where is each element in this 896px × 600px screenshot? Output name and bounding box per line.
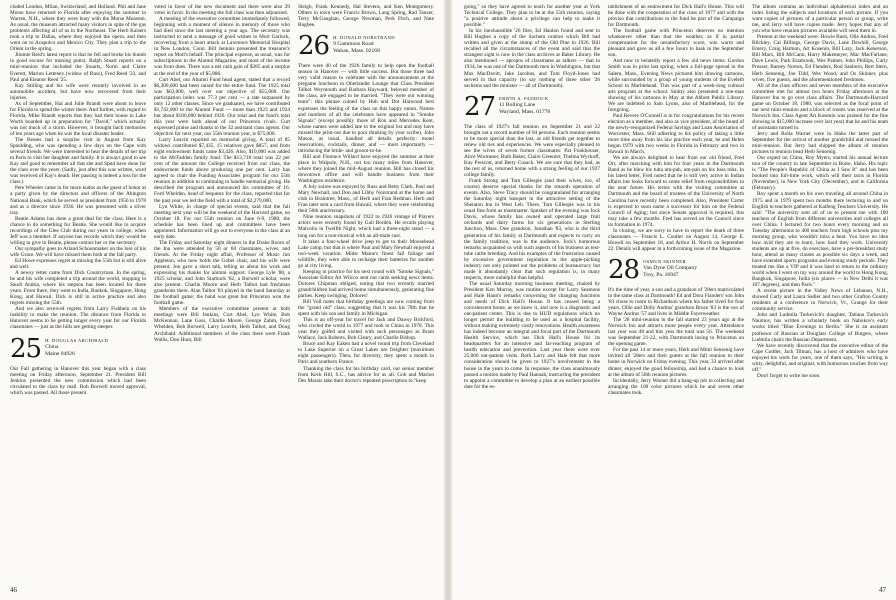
paragraph: Bill Voll notes that birthday greetings are now coming from the "grand old" class, suggesting that it was his 78th that he spent with his son and family in Michigan. bbox=[298, 299, 434, 318]
class-heading-28 bbox=[608, 254, 744, 285]
paragraph: Jimmie Reid's latest report is that he fell and broke his thumb in good excuse for missing putts). Ralph Stuart reports on a mini-reunion that included the Stuarts, Norm and Claire Everett, Marion Letteney (widow of Russ), Fred Reed '23, and Paul and Eleanor Reed '25. bbox=[10, 52, 146, 83]
column-1 bbox=[464, 4, 600, 584]
paragraph: The usual Saturday morning business meeting, chaired by President Ken Murray, was routine except for Larry Seamons and Hale Hann's remarks concerning the changing functions and needs of Dick Hall's House. It has ceased being a convalescent home, as we knew it, and now is a diagnostic and out-patient center. This is due to HUD regulations which no longer permit the building to be used as a hospital facility, without making extremely costly renovations. Health awareness has indeed become an integral and focal part of the Dartmouth Health Service, which has Dick Hall's House for its headquarters for an intensive and far-reaching program of health education and prevention. Last year there were over 25,000 out-patient visits. Both Larry and Hale felt that more consideration should be given to 1927's involvement in the house in the years to come. In response, the class unanimously passed a motion made by Paul Hannah, instructing the president to appoint a committee to develop a plan at an earliest possible date for the es- bbox=[464, 280, 600, 390]
secretary-name: OSMUN SKINNER bbox=[643, 258, 686, 264]
paragraph: Present at the weekend were: Howie Bush, Olle Andrus, Fred Blickley, Cal Billings, George Davis, Lane Dewhill, George Emery, Craig Harmon, Art Kosenin, Bill Lazy, Jack Kenerson, Bill Marx, Bill McCann, Harry Makemeyer, Mac MacFarlane, Dave Lewis, Park Estabrook, Wes Palmer, John Phillips, Curly Prosser, Barney Norton, Ed Flanders, Rod Sanborn, Bert Stern, Herb Sensenig, Joe Tidd, Wes Wood, and Os Skinner, plus wives, five guests, and the aforementioned freshmen. bbox=[752, 34, 888, 83]
class-heading-27 bbox=[464, 91, 600, 122]
paragraph: Incidentally, Jerry Warner did a bang-up job in collecting and arranging the 100 color pictures which he and seven other classmates took. bbox=[608, 377, 744, 396]
paragraph: It takes a four-wheel drive jeep to get to their Moosehead Lake camp, but that is where Paul and Mary Newhall enjoyed a two-week vacation. Midst Maine's finest fall foliage and wildlife, they were able to recharge their batteries for another go at city living. bbox=[298, 238, 434, 269]
paragraph: Thanking the class for his birthday card, our senior member from Keck Hill, S.C., has advice for us all. Gob and Marion Des Marais take their doctor's repeated prescription to "keep bbox=[298, 365, 434, 384]
paragraph: Members of the executive committee present at both meetings were Bill Jenkins, Curt Abel, Lyn White, Bob McKennan, Lane Goss, Charlie Moore, George Zahm, Ford Whelden, Bob Borwell, Larry Leavitt, Herb Talbot, and Doug Archibald. Additional members of the class there were Frank Wallis, Don Hunt, Bill bbox=[154, 306, 290, 343]
paragraph: The class of 1927's fall reunion on September 21 and 22 brought out a record number of 84 persons. Each reunion seems to be more special than the last, as old friends get together to renew old ties and experiences. We were especially pleased to see the wives of seven former classmates: Pat Funkhouser, Alice Wormeser, Ruth Baker, Claire Greenier, Thelma Wyckoff, Kay Prescott, and Betty Cusack. We are sure that they had, as the rest of us, returned home with a strong feeling of our 1927 college family. bbox=[464, 123, 600, 179]
paragraph: Beatie Adams has done a great deal for the class. Here is a chance to do something for Beatie. She would like to acquire recordings of the Glee Club during our years in college, when Jeff was a member. If anyone has records which they would be willing to give to Beatie, please contact her or the secretary. bbox=[10, 215, 146, 246]
page-number: 47 bbox=[879, 586, 886, 594]
address-line: Wayland, Mass. 01778 bbox=[499, 108, 551, 115]
paragraph: tablishment of an endowment for Dick Hall's House. This will be done with the cooperation of the class of 1977 and with the proviso that contributions to the fund be part of the Campaign for Dartmouth. bbox=[608, 4, 744, 29]
address-line: Troy, Pa. 16947 bbox=[643, 271, 679, 278]
paragraph: The album contains an individual alphabetical index and an index listing the subjects and locations of each picture. If you want copies of pictures of a particular person or group, write me, and Jerry will have copies made. Jerry hopes that any of you who have reunion pictures available will send them in. bbox=[752, 4, 888, 35]
address-line: 9 Gammons Road bbox=[333, 41, 374, 48]
paragraph: In his inexhaustible '26 files, Ed Hanlon found and sent to Bill Hughes a copy of the Sachem oration which Bill had written and given at the stump of the Old Pine in 1926. Bill recalled all the circumstances of the event and said that the strangest sight is now in the class archives at Baker Library. He also mentioned — apropos of classmates as talkers — that in 1934, he was one of the Dartmouth men in Washington, but that Max MacDavitt, Jake Jacobus, and Tom Floyd-Jones had served in that capacity (to say nothing of three other '26 sachems and the minister — all of Dartmouth). bbox=[464, 28, 600, 89]
paragraph: The football game with Princeton deserves no mention whatsoever other than that the weather, as if in partial compensation for the unsatisfactory score, was warm and pleasant and gave us all a few hours to bask in the September sun. bbox=[608, 28, 744, 59]
paragraph: cluded London, Milan, Switzerland, and Holland. Phil and Jane Morse have returned to Florida after enjoying the summer in Warren, N.H., where they were busy with the Morse Museum. As usual, the museum attracted many visitors in spite of the gas problems affecting all of us in the Northeast. The Herb Kaisers took a trip to Dallas, where they enjoyed the opera, and then went on to Acapulco and Mexico City. They plan a trip to the Orient in the spring. bbox=[10, 4, 146, 53]
column-2 bbox=[154, 4, 290, 584]
paragraph: Nine reunion snapshots of 1922 to 1926 vintage of Players actors were recently found by Gail Borden. He recalls playing Malvolio in Twelfth Night, which had a three-night stand — a long run for a non-musical with an all-male cast. bbox=[298, 214, 434, 239]
page-number: 46 bbox=[10, 586, 17, 594]
paragraph: Don't forget to write me soon. bbox=[757, 372, 821, 379]
paragraph: And we also received regrets from Larry Fishbein on his inability to make the reunion. The distance from Florida to Hanover seems to be getting longer every year for our Florida classmates — just as the hills are getting steeper. bbox=[10, 306, 146, 331]
secretary-name: ERWIN A. PADDOCK bbox=[499, 95, 549, 101]
paragraph: The Friday and Saturday night dinners in the Drake Room of the Inn were attended by 50 or 60 classmates, wives, and friends. At the Friday night affair, Professor of Music Jon Appleton, who now holds the Gobel chair, and his wife were present. Jon gave a short talk, telling us about his work and expressing his thanks for alumni support. George Lyle '80, a 1925 scholar, and John Starbuck '82, a Borwell scholar, were also present. Charlie Moore and Herb Talbot had freshman grandsons there. Alan Talbot '83 played in the band Saturday at the football game; the band was great but Princeton won the football game. bbox=[154, 239, 290, 307]
class-heading-26 bbox=[298, 31, 434, 62]
class-number: 25 bbox=[10, 333, 42, 364]
class-secretary-address bbox=[643, 258, 697, 279]
paragraph: Sleigh, Frank Kennedy, Hal Stevens, and Ken Montgomery. Others in town were Francis Brown, Lang Spring, Rad Tanzer, Terry McGaughan, George Newman, Perk Fitch, and Nate Bugbee. bbox=[298, 4, 434, 29]
paragraph: A recent picture in the Valley News of Lebanon, N.H., showed Curly and Laura Sadler and two other Grafton County residents at a conference in Norwich, Vt., Grange for their community service. bbox=[752, 288, 888, 313]
column-3 bbox=[752, 4, 888, 584]
column-2 bbox=[608, 4, 744, 584]
paragraph: Paul Revere O'Connell is in for congratulations for his recent election as a member, and also as vice president, of the board of the newly-reorganized Federal Savings and Loan Association of Worcester, Mass. Still adhering to his policy of taking a little more time away from his law practice each year, he and Helen began 1979 with two weeks in Florida in February and two in Hawaii in March. bbox=[608, 112, 744, 156]
paragraph: It's the time of year, a son and a grandson of '28ers matriculated in the same class at Dartmouth! Ed and Dora Flanders' son John '83 chose to room in Richardson where his father lived for four years. Ollie and Dolly Andrus' grandson Bruce '83 is the son of Wayne Andrus '57 and lives in Middle Fayerweather. bbox=[608, 286, 744, 318]
class-number: 28 bbox=[608, 254, 640, 285]
address-line: Maine 04926 bbox=[45, 350, 75, 357]
paragraph: going," so they have agreed to teach for another year at York Technical College. They plan to be at the 55th reunion, saying "a positive attitude about a privilege can help to make it possible." bbox=[464, 4, 600, 29]
paragraph: The Besses had a surprise visit in August from Kay Spaulding, who was spending a few days on the Cape with several friends. We were interested to hear the details of her trip to Paris to visit her daughter and family. It is always good to see Kay and good to remember all that she and Spud have done for the class over the years. (Sadly, just after this was written, word was received of Kay's death. Her passing is indeed a loss for the class.) bbox=[10, 137, 146, 186]
paragraph: Our expert on China, Roy Myers, started his annual lecture tour of the country in late September in Boise, Idaho. His topic is "The People's Republic of China as I Saw It" and has been booked into full-time work, which will their taxis in Florida (November), in New York City (December), and in California (February). bbox=[752, 155, 888, 192]
class-number: 26 bbox=[298, 31, 330, 62]
paragraph: Frank Strong and Tom Gillespie (and their wives, too, of course) deserve special thanks for the smooth operation of events. Also, Steve Tracy should be congratulated for arranging the Saturday night banquet in the attractive setting of the Sheraton Inn in West Leb. There, Tom Gillespie was in his usual fine form as toastmaster. Speaker of the evening was Jock Davis, whose family has owned and operated large fruit orchards and dairy farms for six generations in Sterling Junction, Mass. One grandson, Jonathan '83, who is the third generation of his family at Dartmouth and expects to carry on the family tradition, was in the audience. Jock's humorous remarks acquainted us with such aspects of his business as test-tube cattle breeding. And his examples of the frustration caused by excessive government regulation in the apple-picking industry not only pointed out the problems of bureaucracy but made it abundantly clear that such regulation is, in many respects, more unhelpful than helpful. bbox=[464, 178, 600, 281]
paragraph: John and Ludmila Turkevich's daughter, Tatiana Turkevich Naumov, has written a scholarly book on Nabokov's early works titled "Blue Evenings in Berlin." She is an assistant professor of Russian at Douglass College of Rutgers, where Ludmila chairs the Russian Department. bbox=[752, 312, 888, 343]
paragraph: The '28 mini-reunion in the fall started 23 years ago at the Norwich Inn and attracts more people every year. Attendance last year was 48 and this year the total was 56. The weekend was September 21-22, with Dartmouth losing to Princeton on the opening game. bbox=[608, 317, 744, 348]
paragraph: Our sympathy goes to Arland Schoonmaker on the loss of his wife Grace. We will have missed them both at the fall party. bbox=[10, 245, 146, 258]
column-1 bbox=[10, 4, 146, 584]
address-line: Waban, Mass. 02168 bbox=[333, 48, 380, 55]
paragraph: Lyn White, in charge of special events, said that the fall meeting next year will be the weekend of the Harvard game, on October 18. For our 55th reunion on June 6-9, 1980, the schedule has been lined up and committees have been appointed. Information will go out to everyone in the class at an early date. bbox=[154, 203, 290, 240]
paragraph: Ed Howe expresses regret at missing the 55th but is still alive and well. bbox=[10, 257, 146, 271]
column-3 bbox=[298, 4, 434, 584]
class-secretary-address bbox=[499, 95, 550, 116]
right-page bbox=[448, 0, 896, 600]
class-number: 27 bbox=[464, 91, 496, 122]
paragraph: A July soiree was enjoyed by Russ and Betty Clark, Paul and Mary Newhall, and Don and Libby Norstrand at the home and club in Braintree, Mass., of Herb and Fran Redman. Herb and Fran later sent a card from Hawaii, where they were celebrating their 50th anniversary. bbox=[298, 184, 434, 215]
paragraph: Our Fall gathering in Hanover this year began with a class meeting on Friday afternoon, September 21. President Bill Jenkins presented the new commission which had been circulated to the class by mail. Bob Borwell moved approval, which was passed. All those present bbox=[10, 365, 146, 396]
paragraph: In closing, we are sorry to have to report the death of three classmates — Francis L. Coulter on August 14, George E. Howell on September 18, and Arthur H. Norris on September 22. Details will appear in a forthcoming issue of the Magazine. bbox=[608, 227, 744, 252]
paragraph: Bill and Florence Willard have enjoyed the summer at their place in Walpole, N.H., not too many miles from Hanover, where they joined the mid-August reunion. Bill has closed his downtown office and will handle business from their Washington residence. bbox=[298, 153, 434, 185]
address-line: Van Dyne Oil Company bbox=[643, 264, 698, 271]
paragraph: voted in favor of the new document and there were also 29 votes in favor. In the meeting the full class was then adjourned. bbox=[154, 4, 290, 17]
paragraph: A meeting of the executive committee immediately followed, beginning with a moment of silence in memory of those who had died since the last meeting a year ago. The secretary was instructed to send a message of good wishes to Mort Garlock, recovering from a heart attack at Lawrence Memorial Hospital in New London, Conn. Bill Jenkins presented the treasurer's report on Mott's behalf. The principal expense, as usual, was for subscriptions to the Alumni Magazine, and most of the income was from dues. There was a net cash gain of $285 and a surplus at the end of the year of $5,886. bbox=[154, 16, 290, 77]
secretary-name: H. DOUGLAS ARCHIBALD bbox=[45, 337, 109, 343]
class-secretary-address bbox=[45, 337, 108, 358]
address-line: China bbox=[45, 343, 59, 350]
paragraph: Roy spent a month on his own traveling all around China in 1975 and in 1979 spent two months there lecturing in and on English to teachers gathered at Kaifeng Teachers University. He said: "The university sent all of us to present me with 100 teachers of English from different universities and colleges all over China. I lectured for two hours every morning and on Tuesday afternoons to 400 teachers from high schools plus my morning group, who wouldn't miss a beat. You have no idea how avid they are to learn, how hard they work. University students are up at five, do exercises, have a pre-breakfast study hour, attend as many classes as possible six days a week, and have extended sports programs and evening study periods. They treated me like a VIP and it was hard to return to the ordinary world when I went on my way around the world to Hong Kong, Bangkok, Singapore, India (six places — in New Delhi it was 107 degrees), and then Paris." bbox=[752, 191, 888, 289]
secretary-name: H. DONALD NORSTRAND bbox=[333, 35, 395, 41]
paragraph: Pete Wheeler came in for more kudos as the guest of honor at a party given by the directors and officers of the Abington National Bank, which he served as president from 1956 to 1978 and as a director since 1936. He was presented with a silver tray. bbox=[10, 185, 146, 216]
paragraph: Kay Stilling and his wife were recently involved in an automobile accident, but have now recovered from their injuries. bbox=[10, 82, 146, 101]
paragraph: Curt Abel, our Alumni Fund head agent, stated that a record $6,300,000 had been raised for the entire fund. The 1925 total was $63,000, well over our objective of $55,000. Our participation index was 77.3 per cent — a rate surpassed by only 12 other classes. Since we graduated, we have contributed $1,742,000 to the Alumni Fund — more than 1923 and 1924 but about $100,000 behind 1926. Our total and the fund's total this year were both ahead of our Princeton rivals. Curt expressed praise and thanks to the 32 assistant class agents. Our objective for next year, our 55th reunion year, is $75,000. bbox=[154, 76, 290, 137]
address-line: 11 Rolling Lane bbox=[499, 101, 536, 108]
paragraph: All of the class officers and seven members of the executive committee met for almost two hours Friday afternoon at the Hanover Inn to go over class affairs. The Dartmouth-Harvard game on October 18, 1980, was selected as the focal point of our next mini-reunion and a block of rooms was reserved at the Norwich Inn. Class Agent Art Kosenin was praised for the fine showing in $15,000 increase over last year) that he and his team of assistants turned in. bbox=[752, 82, 888, 131]
paragraph: And now to belatedly report a few old news items. Gordon Smith was in print last spring, when a full-page spread in the Salem, Mass., Evening News pictured him drawing cartoons, while surrounded by a group of young students of the Eveleth School in Marblehead. This was part of a week-long cultural arts program at the school. Smitty also presented a one-man showing of his cartoons in May at the Abbott Public Library. We are indebted to Sam Lyons, also of Marblehead, for the foregoing. bbox=[608, 58, 744, 113]
paragraph: There were 40 of the 1926 family to help open the football season in Hanover — with little success. But those three had very valid reason to celebrate with the announcement at the pregame luncheon in Oberlander Lounge that Class President Talbot Weymouth and Barbara Hayward, beloved member of the class, are engaged to be married. "They were our winning team": this phrase coined by Hub and Dot Harwood best expresses the feeling of the class on this happy union. Names and numbers of all the celebrants have appeared in "Smoke Signals" (except possibly those of Ron and Mercedes Kent, whose names were added late to the original list and may have missed the print-out due to poor thinking by your scribe). John Mason, as usual, handled all details perfectly: motel reservations, cocktails, dinner, and — most importantly — introducing the bride- and groom-to-be. bbox=[298, 63, 434, 154]
paragraph: For the past 14 or more years, Herb and Mimi Sensenig have invited all '28ers and their guests at the fall reunion to their home in Norwich on Friday evening. This year, 33 arrived after dinner, enjoyed the good fellowship, and had a chance to look at the album of 50th reunion pictures. bbox=[608, 347, 744, 378]
paragraph: This is an off-year for travel for Jack and Dawsy Bickford, who circled the world in 1977 and took in China in 1978. This year they golfed and visited with such personages as Brant Wallace, Jack Roberts, Bob Cleary, and Charlie Bishop. bbox=[298, 317, 434, 342]
paragraph: A newsy letter came from Dick Countryman. In the spring, he and his wife completed a trip around the world, stopping in Saudi Arabia, where his stepson has been located for three years. From there, they went to India, Bankok, Singapore, Hong Kong, and Hawaii. Dick is still in active practice and also regrets missing the 55th. bbox=[10, 270, 146, 307]
class-heading-25 bbox=[10, 333, 146, 364]
paragraph: We have recently discovered that the executive editor of the Cape Codder, Jack Tilman, has a host of admirers who have enjoyed his work for years, one of them says, "His writing is witty, delightful, and original, with humorous touches from way off." bbox=[752, 342, 888, 373]
paragraph: Bruce and Kay Eaken had a novel round trip from Cleveland to Lake Superior on a Great Lakes ore freighter (maximum eight passengers). Then, for diversity, they spent a month in Paris and southern France. bbox=[298, 341, 434, 366]
paragraph: As of September, Hal and Julie Brandt were about to leave for Florida to spend the winter there. And further, with regard to Florida, Mike Brandt reports that they had their house in Lake Worth boarded up in preparation for "David," which actually was not much of a storm. However, it brought back memories of ten years ago when he was the local disaster leader. bbox=[10, 100, 146, 137]
paragraph: Jerry and Rolla Warner were in Idaho the latter part of September for the arrival of another grandchild and missed the mini-reunion. But Jerry had shipped the album of reunion pictures to reunion head Herb Sensenig. bbox=[752, 130, 888, 156]
paragraph: We are always delighted to hear from our old friend, Fred Orr, after marching with him for four years in the Dartmouth Band as he blew his tuba um-pah, um-pah on his bass tuba. In his latest letter, Fred noted that he is still very active in Indian affairs but looks forward to some relief from responsibilities in the near future. His terms with the visiting committee at Dartmouth and the board of trustees of the University of North Carolina have recently been completed. Also, President Carter is expected to soon name a successor for him on the Federal Council of Aging; but since Senate approval is required, this may take a few months. Fred has served on the Council since its formation in 1974. bbox=[608, 155, 744, 228]
class-secretary-address bbox=[333, 34, 395, 55]
paragraph: Larry Leavitt reported on memorial giving. A total of 85 widows contributed $7,435, 15 relatives gave $857, and from eight endowment funds came $3,426. Also, $10,000 was added to the McFadden family fund. The $13,718 total was 22 per cent of the amount the College received from our class, the endowment funds above producing one per cent. Larry has agreed to chair the Funding Associates program for our 55th reunion in addition to continuing to handle memorial giving. He described the program and announced his committee of 16. Ford Whelden, head of bequests for the class, reported that for the past year we led the field with a total of $2,279,000. bbox=[154, 137, 290, 204]
paragraph: Keeping in practice for his next round with "Smoke Signals," Associate Editor Art Wilcox sent out cards seeking news items. Dolores Chipman obliged, noting that two recently married grandchildren had arrived home simultaneously, generating fine parties. Keep swinging, Dolores! bbox=[298, 268, 434, 299]
